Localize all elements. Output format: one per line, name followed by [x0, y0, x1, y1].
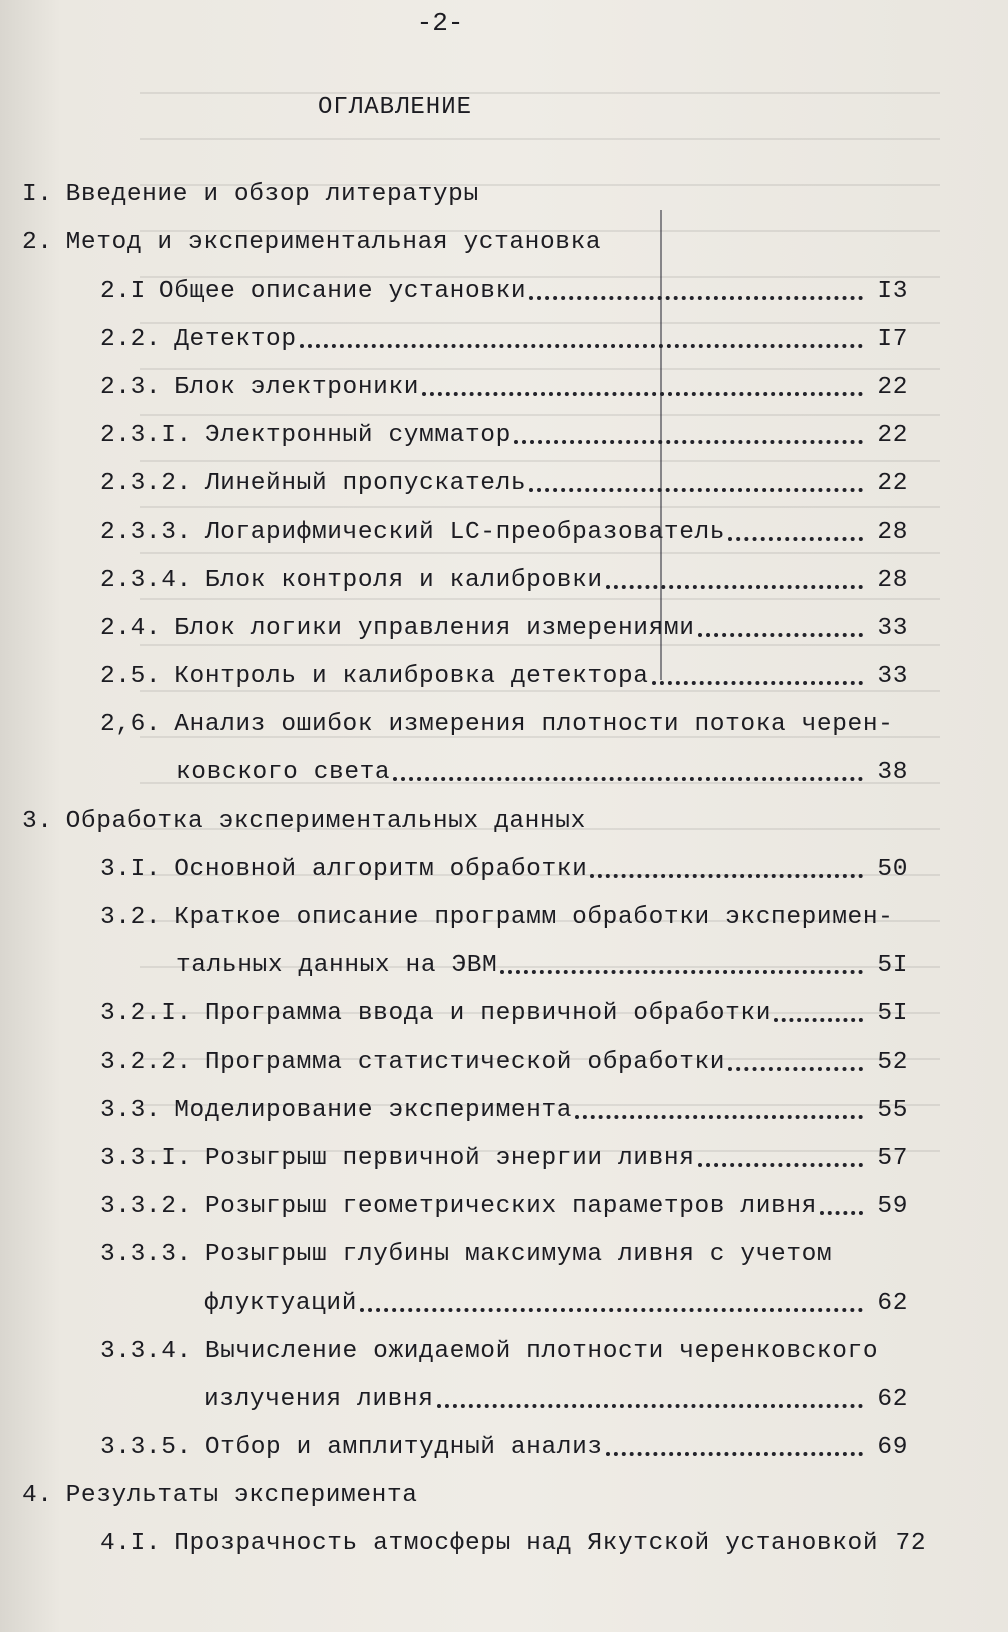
- page-number: -2-: [416, 8, 464, 38]
- toc-label: Линейный пропускатель: [204, 470, 527, 498]
- toc-number: 2.I: [100, 277, 146, 305]
- toc-label: Электронный сумматор: [204, 422, 511, 450]
- toc-number: 3.3.5.: [100, 1434, 192, 1462]
- toc-row: [22, 160, 914, 208]
- toc-number: 2.3.: [100, 373, 162, 401]
- leader-dots: [393, 777, 863, 781]
- toc-label: Контроль и калибровка детектора: [174, 663, 649, 691]
- toc-page: 22: [877, 373, 908, 401]
- leader-dots: [360, 1308, 863, 1312]
- toc-label: Розыгрыш первичной энергии ливня: [204, 1144, 695, 1172]
- leader-dots: [437, 1404, 863, 1408]
- toc-row: [22, 1365, 914, 1413]
- leader-dots: [300, 344, 863, 348]
- leader-dots: [728, 1067, 863, 1071]
- toc-number: 3.I.: [100, 855, 162, 883]
- leader-dots: [774, 1018, 863, 1022]
- toc-page: 5I: [877, 952, 908, 980]
- toc-number: 2.4.: [100, 614, 162, 642]
- leader-dots: [575, 1115, 863, 1119]
- toc-number: 3.2.I.: [100, 1000, 192, 1028]
- leader-dots: [728, 537, 863, 541]
- toc-page: 62: [877, 1385, 908, 1413]
- leader-dots: [529, 488, 863, 492]
- leader-dots: [606, 585, 863, 589]
- leader-dots: [422, 392, 863, 396]
- toc-page: I3: [877, 277, 908, 305]
- toc-label: Общее описание установки: [158, 277, 527, 305]
- toc-row: [22, 1413, 914, 1461]
- leader-dots: [590, 874, 863, 878]
- toc-row: [22, 1461, 914, 1509]
- toc-page: I7: [877, 325, 908, 353]
- leader-dots: [500, 970, 863, 974]
- toc-label: Розыгрыш геометрических параметров ливня: [204, 1193, 817, 1221]
- toc-row: [22, 256, 914, 304]
- leader-dots: [606, 1452, 863, 1456]
- toc-row: [22, 546, 914, 594]
- toc-row: [22, 931, 914, 979]
- toc-number: 2.3.3.: [100, 518, 192, 546]
- toc-page: 72: [895, 1530, 927, 1558]
- toc-row: [22, 1220, 914, 1268]
- toc-number: 2.3.2.: [100, 470, 192, 498]
- toc-page: 59: [877, 1193, 908, 1221]
- toc-page: 69: [877, 1434, 908, 1462]
- toc-row: [22, 738, 914, 786]
- toc-label: Программа статистической обработки: [204, 1048, 726, 1076]
- toc-row: [22, 594, 914, 642]
- toc-page: 50: [877, 855, 908, 883]
- toc-number: 3.3.2.: [100, 1193, 192, 1221]
- toc-number: 3.2.2.: [100, 1048, 192, 1076]
- toc-row: [22, 883, 914, 931]
- toc-number: 2,6.: [100, 711, 162, 739]
- toc-label: флуктуаций: [204, 1289, 358, 1317]
- toc-page: 38: [877, 759, 908, 787]
- toc-label: Блок контроля и калибровки: [204, 566, 603, 594]
- toc-row: [22, 979, 914, 1027]
- toc-label: ковского света: [176, 759, 391, 787]
- toc-row: [22, 449, 914, 497]
- leader-dots: [698, 1163, 863, 1167]
- toc-label: Введение и обзор литературы: [65, 181, 479, 209]
- toc-label: Основной алгоритм обработки: [174, 855, 588, 883]
- toc-row: [22, 1076, 914, 1124]
- toc-label: Детектор: [174, 325, 297, 353]
- toc-page: 62: [877, 1289, 908, 1317]
- toc-page: 55: [877, 1096, 908, 1124]
- toc-page: 33: [877, 614, 908, 642]
- toc-number: 4.: [22, 1482, 53, 1510]
- toc-page: 28: [877, 566, 908, 594]
- toc-label: Моделирование эксперимента: [174, 1096, 573, 1124]
- toc-label: Прозрачность атмосферы над Якутской установкой: [174, 1530, 879, 1558]
- toc-row: [22, 786, 914, 834]
- toc-page: 52: [877, 1048, 908, 1076]
- toc-label: Программа ввода и первичной обработки: [204, 1000, 772, 1028]
- page-title: ОГЛАВЛЕНИЕ: [317, 94, 473, 121]
- toc-label: Обработка экспериментальных данных: [65, 807, 586, 835]
- toc-row: [22, 1268, 914, 1316]
- table-of-contents: [22, 160, 927, 1558]
- toc-number: 3.3.4.: [100, 1337, 192, 1365]
- toc-row: [22, 353, 914, 401]
- toc-label: излучения ливня: [204, 1385, 434, 1413]
- toc-label: Результаты эксперимента: [65, 1482, 418, 1510]
- toc-row: [22, 497, 914, 545]
- toc-label: тальных данных на ЭВМ: [176, 952, 498, 980]
- toc-row: [22, 1172, 914, 1220]
- toc-page: 22: [877, 470, 908, 498]
- toc-number: 3.3.: [100, 1096, 162, 1124]
- toc-number: 3.3.3.: [100, 1241, 192, 1269]
- leader-dots: [820, 1211, 863, 1215]
- toc-number: 2.5.: [100, 663, 162, 691]
- toc-label: Краткое описание программ обработки эксперимен-: [174, 904, 894, 931]
- toc-label: Блок логики управления измерениями: [174, 614, 695, 642]
- toc-number: 2.3.I.: [100, 422, 192, 450]
- toc-number: 3.2.: [100, 904, 162, 931]
- toc-page: 22: [877, 422, 908, 450]
- toc-label: Анализ ошибок измерения плотности потока черен-: [174, 711, 894, 739]
- toc-row: [22, 1124, 914, 1172]
- toc-number: 2.3.4.: [100, 566, 192, 594]
- leader-dots: [529, 296, 863, 300]
- toc-row: [22, 305, 914, 353]
- toc-page: 28: [877, 518, 908, 546]
- toc-label: Вычисление ожидаемой плотности черенковского: [204, 1337, 879, 1365]
- toc-label: Метод и экспериментальная установка: [65, 229, 602, 257]
- toc-number: 2.: [22, 229, 53, 257]
- leader-dots: [652, 681, 863, 685]
- toc-number: I.: [22, 181, 53, 209]
- toc-row: [22, 1509, 927, 1558]
- toc-number: 3.3.I.: [100, 1144, 192, 1172]
- toc-number: 4.I.: [100, 1530, 162, 1558]
- toc-number: 3.: [22, 807, 53, 835]
- toc-row: [22, 835, 914, 883]
- toc-page: 33: [877, 663, 908, 691]
- toc-label: Розыгрыш глубины максимума ливня с учетом: [204, 1241, 833, 1269]
- toc-row: [22, 690, 914, 738]
- toc-row: [22, 642, 914, 690]
- leader-dots: [514, 440, 863, 444]
- toc-label: Блок электроники: [174, 373, 420, 401]
- leader-dots: [698, 633, 864, 637]
- toc-number: 2.2.: [100, 325, 162, 353]
- toc-page: 57: [877, 1144, 908, 1172]
- toc-row: [22, 401, 914, 449]
- toc-page: 5I: [877, 1000, 908, 1028]
- toc-label: Отбор и амплитудный анализ: [204, 1434, 603, 1462]
- toc-row: [22, 208, 914, 256]
- toc-label: Логарифмический LC-преобразователь: [204, 518, 726, 546]
- toc-row: [22, 1317, 914, 1365]
- toc-row: [22, 1027, 914, 1075]
